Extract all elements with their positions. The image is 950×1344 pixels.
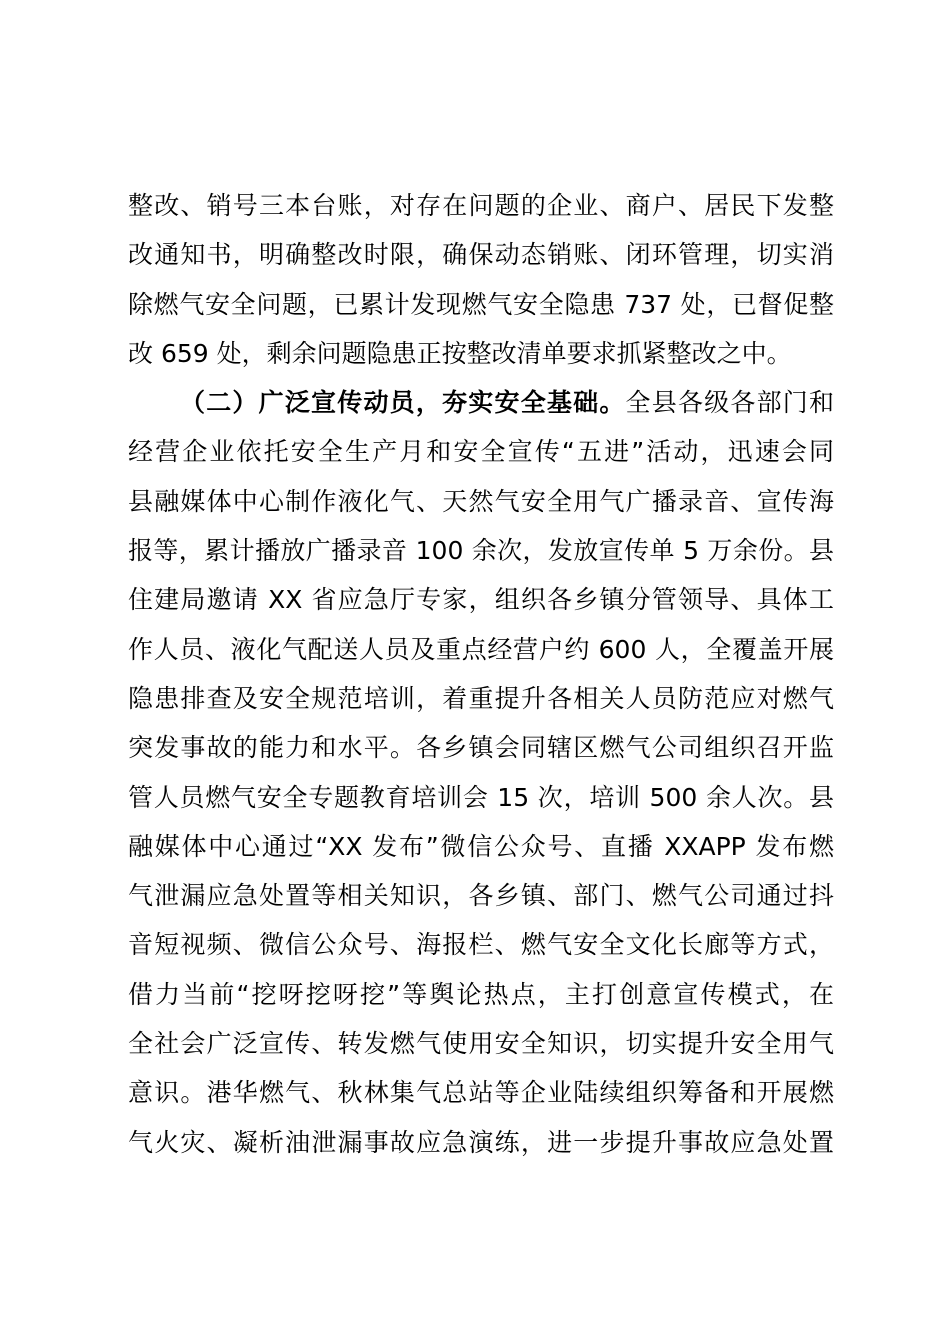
text-line: 住建局邀请 XX 省应急厅专家，组织各乡镇分管领导、具体工 — [128, 585, 834, 615]
text-line-first — [128, 378, 834, 427]
text-line: 音短视频、微信公众号、海报栏、燃气安全文化长廊等方式， — [128, 930, 834, 960]
text-line: 隐患排查及安全规范培训，着重提升各相关人员防范应对燃气 — [128, 683, 834, 713]
text-line: 管人员燃气安全专题教育培训会 15 次，培训 500 余人次。县 — [128, 782, 834, 812]
paragraph-rectification — [128, 181, 834, 378]
text-line: 改 659 处，剩余问题隐患正按整改清单要求抓紧整改之中。 — [128, 338, 792, 368]
paragraph-publicity — [128, 378, 834, 1167]
text-line: 意识。港华燃气、秋林集气总站等企业陆续组织筹备和开展燃 — [128, 1078, 834, 1108]
text-line: 县融媒体中心制作液化气、天然气安全用气广播录音、宣传海 — [128, 486, 834, 516]
text-line: 报等，累计播放广播录音 100 余次，发放宣传单 5 万余份。县 — [128, 536, 834, 566]
text-line: 整改、销号三本台账，对存在问题的企业、商户、居民下发整 — [128, 191, 834, 220]
text-line: 除燃气安全问题，已累计发现燃气安全隐患 737 处，已督促整 — [128, 289, 834, 319]
text-line: 气火灾、凝析油泄漏事故应急演练，进一步提升事故应急处置 — [128, 1127, 834, 1157]
text-run: 全县各级各部门和 — [625, 388, 834, 418]
text-line: 借力当前“挖呀挖呀挖”等舆论热点，主打创意宣传模式，在 — [128, 979, 834, 1009]
document-body — [128, 181, 834, 1167]
text-line: 突发事故的能力和水平。各乡镇会同辖区燃气公司组织召开监 — [128, 733, 834, 763]
section-heading: （二）广泛宣传动员，夯实安全基础。 — [180, 388, 626, 418]
text-line: 融媒体中心通过“XX 发布”微信公众号、直播 XXAPP 发布燃 — [128, 831, 834, 861]
text-line: 作人员、液化气配送人员及重点经营户约 600 人，全覆盖开展 — [128, 634, 834, 664]
text-line: 经营企业依托安全生产月和安全宣传“五进”活动，迅速会同 — [128, 437, 834, 467]
text-line: 全社会广泛宣传、转发燃气使用安全知识，切实提升安全用气 — [128, 1029, 834, 1059]
text-line: 改通知书，明确整改时限，确保动态销账、闭环管理，切实消 — [128, 240, 834, 270]
text-line: 气泄漏应急处置等相关知识，各乡镇、部门、燃气公司通过抖 — [128, 881, 834, 911]
